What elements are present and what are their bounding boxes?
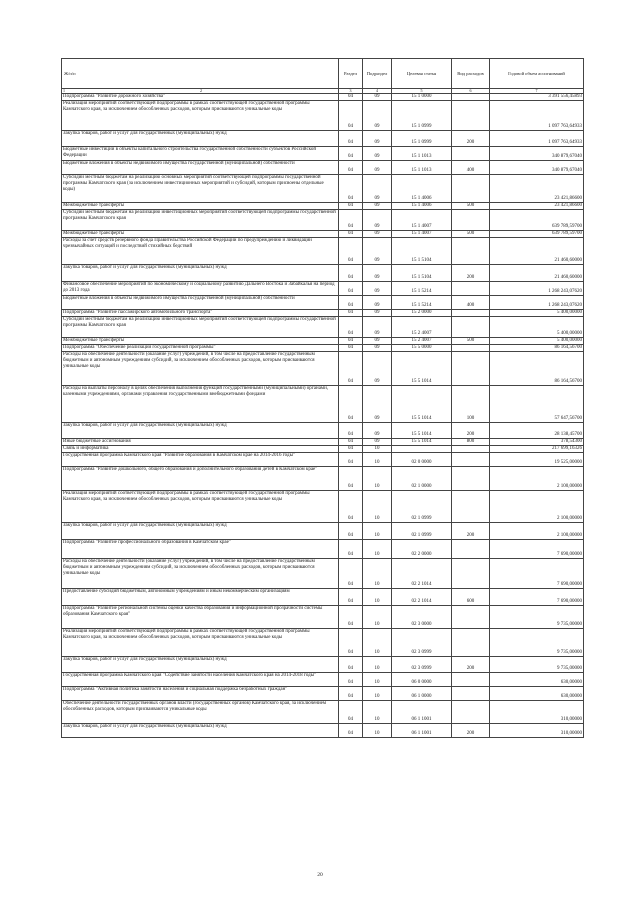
row-podrazdel: 10 (363, 673, 392, 687)
row-vid (452, 559, 490, 589)
row-amount: 57 647,56700 (490, 386, 584, 423)
row-name: Закупка товаров, работ и услуг для государственных (муниципальных) нужд (62, 657, 339, 673)
row-razdel: 04 (339, 606, 363, 629)
row-name: Субсидии местным бюджетам на реализацию инвестиционных мероприятий соответствующей подпрограммы государственной программы Камчатского края (62, 317, 339, 338)
table-row (62, 203, 584, 210)
row-amount: 5 400,00000 (490, 338, 584, 345)
row-vid (452, 540, 490, 559)
row-vid: 500 (452, 231, 490, 238)
row-name: Закупка товаров, работ и услуг для государственных (муниципальных) нужд (62, 265, 339, 282)
header-razdel: Раздел (339, 59, 363, 89)
row-name: Подпрограмма "Развитие профессионального образования в Камчатском крае" (62, 540, 339, 559)
row-name: Подпрограмма "Развитие дошкольного, общего образования и дополнительного образования детей в Камчатском крае" (62, 467, 339, 491)
row-name: Закупка товаров, работ и услуг для государственных (муниципальных) нужд (62, 523, 339, 540)
row-amount: 9 735,00000 (490, 629, 584, 657)
row-razdel: 04 (339, 453, 363, 467)
row-vid (452, 446, 490, 453)
row-vid (452, 310, 490, 317)
row-razdel: 04 (339, 523, 363, 540)
row-vid (452, 673, 490, 687)
row-amount: 1 268 243,07620 (490, 296, 584, 310)
column-number-6: 6 (452, 89, 490, 94)
table-row (62, 175, 584, 203)
row-vid: 200 (452, 423, 490, 439)
row-vid (452, 175, 490, 203)
table-row (62, 352, 584, 386)
row-vid (452, 345, 490, 352)
row-statya: 02 3 0999 (392, 657, 452, 673)
page-number: 20 (317, 872, 323, 878)
row-vid: 400 (452, 161, 490, 175)
row-vid: 400 (452, 296, 490, 310)
row-podrazdel: 10 (363, 589, 392, 606)
row-podrazdel: 09 (363, 265, 392, 282)
row-razdel: 04 (339, 386, 363, 423)
row-amount: 23 421,86600 (490, 203, 584, 210)
row-podrazdel: 09 (363, 282, 392, 296)
row-razdel: 04 (339, 175, 363, 203)
row-amount: 1 268 243,07620 (490, 282, 584, 296)
row-razdel: 04 (339, 540, 363, 559)
row-razdel: 04 (339, 701, 363, 724)
row-podrazdel: 09 (363, 310, 392, 317)
row-name: Закупка товаров, работ и услуг для государственных (муниципальных) нужд (62, 724, 339, 738)
table-row (62, 231, 584, 238)
row-statya: 02 1 0000 (392, 467, 452, 491)
row-statya: 15 1 0000 (392, 94, 452, 101)
row-amount: 21 460,60000 (490, 265, 584, 282)
table-row (62, 161, 584, 175)
row-name: Реализация мероприятий соответствующей подпрограммы в рамках соответствующей государственной программы Камчатского края, за исключением обособленных расходов, которым присваиваются уникальные коды (62, 629, 339, 657)
row-statya: 02 0 0000 (392, 453, 452, 467)
row-name: Финансовое обеспечение мероприятий по экономическому и социальному развитию Дальнего Востока и Забайкалья на период до 2013 года (62, 282, 339, 296)
row-statya: 02 2 1014 (392, 559, 452, 589)
budget-table (61, 58, 584, 738)
row-statya: 15 1 5104 (392, 238, 452, 265)
row-vid: 200 (452, 657, 490, 673)
header-name: Ж/п/п (62, 59, 339, 89)
table-row (62, 386, 584, 423)
row-podrazdel: 09 (363, 386, 392, 423)
document-page (61, 58, 583, 738)
row-podrazdel: 10 (363, 606, 392, 629)
header-podrazdel: Подраздел (363, 59, 392, 89)
row-podrazdel: 09 (363, 101, 392, 131)
row-podrazdel: 09 (363, 238, 392, 265)
row-statya: 02 1 0999 (392, 491, 452, 523)
row-podrazdel: 09 (363, 175, 392, 203)
row-statya: 02 3 0999 (392, 629, 452, 657)
row-statya: 15 1 5104 (392, 265, 452, 282)
row-podrazdel: 10 (363, 559, 392, 589)
row-statya: 15 1 0999 (392, 101, 452, 131)
row-amount: 7 690,00000 (490, 540, 584, 559)
row-vid: 100 (452, 386, 490, 423)
row-razdel: 04 (339, 147, 363, 161)
table-row (62, 467, 584, 491)
row-name: Расходы за счет средств резервного фонда Правительства Российской Федерации по предупреждению и ликвидации чрезвычайных ситуаций и последствий стихийных бедствий (62, 238, 339, 265)
budget-table-body (62, 94, 584, 738)
table-row (62, 238, 584, 265)
row-name: Расходы на выплаты персоналу в целях обеспечения выполнения функций государственными (муниципальными) органами, казенными учреждениями, органами управления государственными внебюджетными фондами (62, 386, 339, 423)
row-statya: 15 2 4007 (392, 317, 452, 338)
row-razdel: 04 (339, 352, 363, 386)
row-statya: 15 1 1013 (392, 147, 452, 161)
row-razdel: 04 (339, 203, 363, 210)
row-amount: 340 879,67040 (490, 147, 584, 161)
row-vid: 600 (452, 589, 490, 606)
row-statya: 15 5 1014 (392, 439, 452, 446)
row-podrazdel: 09 (363, 231, 392, 238)
row-amount: 639 789,59700 (490, 210, 584, 231)
row-amount: 7 690,00000 (490, 589, 584, 606)
row-razdel: 04 (339, 231, 363, 238)
row-podrazdel: 10 (363, 657, 392, 673)
table-row (62, 439, 584, 446)
row-podrazdel: 09 (363, 439, 392, 446)
row-podrazdel: 09 (363, 203, 392, 210)
row-amount: 2 100,00000 (490, 491, 584, 523)
row-name: Реализация мероприятий соответствующей подпрограммы в рамках соответствующей государственной программы Камчатского края, за исключением обособленных расходов, которым присваиваются уникальные коды (62, 491, 339, 523)
row-name: Обеспечение деятельности государственных органов власти (государственных органов) Камчатского края, за исключением обособленных расходов, которым присваиваются уникальные коды (62, 701, 339, 724)
row-amount: 630,00000 (490, 673, 584, 687)
row-podrazdel: 10 (363, 724, 392, 738)
row-statya: 06 1 1001 (392, 701, 452, 724)
row-amount: 86 164,56700 (490, 345, 584, 352)
table-row (62, 453, 584, 467)
table-row (62, 147, 584, 161)
column-number-5: 5 (392, 89, 452, 94)
row-podrazdel: 09 (363, 147, 392, 161)
row-statya (392, 446, 452, 453)
row-statya: 15 1 4007 (392, 231, 452, 238)
row-statya: 15 1 5214 (392, 282, 452, 296)
row-name: Государственная программа Камчатского края "Содействие занятости населения Камчатского края на 2014-2018 годы" (62, 673, 339, 687)
table-row (62, 701, 584, 724)
header-vid: Вид расходов (452, 59, 490, 89)
table-row (62, 589, 584, 606)
row-statya: 02 2 1014 (392, 589, 452, 606)
row-podrazdel: 09 (363, 317, 392, 338)
row-name: Закупка товаров, работ и услуг для государственных (муниципальных) нужд (62, 131, 339, 147)
table-row (62, 296, 584, 310)
row-vid (452, 352, 490, 386)
row-podrazdel: 10 (363, 629, 392, 657)
row-razdel: 04 (339, 317, 363, 338)
row-podrazdel: 10 (363, 701, 392, 724)
row-razdel: 04 (339, 589, 363, 606)
row-statya: 15 1 4006 (392, 203, 452, 210)
row-vid (452, 701, 490, 724)
row-amount: 9 735,00000 (490, 657, 584, 673)
row-name: Государственная программа Камчатского края "Развитие образования в Камчатском крае на 2014-2016 годы" (62, 453, 339, 467)
row-vid: 200 (452, 265, 490, 282)
row-vid (452, 606, 490, 629)
row-razdel: 04 (339, 338, 363, 345)
row-amount: 630,00000 (490, 687, 584, 701)
row-vid: 200 (452, 523, 490, 540)
table-row (62, 724, 584, 738)
row-razdel: 04 (339, 439, 363, 446)
row-vid: 200 (452, 724, 490, 738)
row-vid (452, 94, 490, 101)
table-row (62, 317, 584, 338)
row-razdel: 04 (339, 724, 363, 738)
header-statya: Целевая статья (392, 59, 452, 89)
row-podrazdel: 09 (363, 338, 392, 345)
row-vid: 500 (452, 338, 490, 345)
row-name: Субсидии местным бюджетам на реализацию основных мероприятий соответствующей подпрограммы государственной программы Камчатского края (за исключением инвестиционных мероприятий и субсидий, которым присвоены отдельные коды) (62, 175, 339, 203)
table-row (62, 559, 584, 589)
table-row (62, 282, 584, 296)
row-razdel: 04 (339, 687, 363, 701)
row-amount: 5 400,00000 (490, 310, 584, 317)
row-amount: 378,54300 (490, 439, 584, 446)
row-podrazdel: 09 (363, 161, 392, 175)
row-razdel: 04 (339, 345, 363, 352)
row-razdel: 04 (339, 282, 363, 296)
row-vid (452, 491, 490, 523)
column-number-2: 2 (200, 88, 202, 93)
row-amount: 3 391 556,45893 (490, 94, 584, 101)
row-name: Подпрограмма "Развитие пассажирского автомобильного транспорта" (62, 310, 339, 317)
row-name: Реализация мероприятий соответствующей подпрограммы в рамках соответствующей государственной программы Камчатского края, за исключением обособленных расходов, которым присваиваются уникальные коды (62, 101, 339, 131)
row-name: Предоставление субсидий бюджетным, автономным учреждениям и иным некоммерческим организациям (62, 589, 339, 606)
row-amount: 21 460,60000 (490, 238, 584, 265)
table-row (62, 338, 584, 345)
row-name: Межбюджетные трансферты (62, 203, 339, 210)
row-razdel: 04 (339, 310, 363, 317)
row-razdel: 04 (339, 238, 363, 265)
row-razdel: 04 (339, 161, 363, 175)
row-vid (452, 467, 490, 491)
row-razdel: 04 (339, 296, 363, 310)
row-vid (452, 147, 490, 161)
table-row (62, 310, 584, 317)
row-name: Межбюджетные трансферты (62, 231, 339, 238)
table-row (62, 423, 584, 439)
row-razdel: 04 (339, 446, 363, 453)
row-statya: 15 1 1013 (392, 161, 452, 175)
row-statya: 15 5 1014 (392, 386, 452, 423)
row-statya: 15 5 1014 (392, 423, 452, 439)
row-podrazdel: 10 (363, 446, 392, 453)
row-amount: 1 097 763,64933 (490, 101, 584, 131)
row-name: Подпрограмма "Обеспечение реализации государственной программы" (62, 345, 339, 352)
row-razdel: 04 (339, 657, 363, 673)
row-razdel: 04 (339, 559, 363, 589)
row-vid: 800 (452, 439, 490, 446)
row-statya: 06 1 1001 (392, 724, 452, 738)
row-razdel: 04 (339, 467, 363, 491)
row-podrazdel: 10 (363, 491, 392, 523)
row-name: Бюджетные вложения в объекты недвижимого имущества государственной (муниципальной) собственности (62, 296, 339, 310)
row-podrazdel: 09 (363, 423, 392, 439)
column-number-7: 7 (490, 89, 584, 94)
row-statya: 15 5 1014 (392, 352, 452, 386)
row-podrazdel: 09 (363, 210, 392, 231)
table-row (62, 446, 584, 453)
row-podrazdel: 09 (363, 352, 392, 386)
row-vid: 500 (452, 203, 490, 210)
row-podrazdel: 10 (363, 687, 392, 701)
row-razdel: 04 (339, 131, 363, 147)
row-podrazdel: 10 (363, 523, 392, 540)
row-statya: 06 1 0000 (392, 687, 452, 701)
row-vid (452, 687, 490, 701)
row-amount: 217 699,16326 (490, 446, 584, 453)
row-name: Расходы на обеспечение деятельности (оказание услуг) учреждений, в том числе на предоставление государственным бюджетным и автономным учреждениям субсидий, за исключением обособленных расходов, которым присваиваются уникальные коды (62, 352, 339, 386)
row-amount: 19 525,00000 (490, 453, 584, 467)
row-amount: 310,00000 (490, 724, 584, 738)
column-number-1: 1 (63, 88, 65, 93)
row-vid (452, 210, 490, 231)
row-statya: 15 2 4007 (392, 338, 452, 345)
row-razdel: 04 (339, 210, 363, 231)
row-amount: 9 735,00000 (490, 606, 584, 629)
row-statya: 02 1 0999 (392, 523, 452, 540)
row-podrazdel: 09 (363, 131, 392, 147)
row-name: Межбюджетные трансферты (62, 338, 339, 345)
row-amount: 7 690,00000 (490, 559, 584, 589)
table-row (62, 345, 584, 352)
row-statya: 15 1 4007 (392, 210, 452, 231)
table-row (62, 687, 584, 701)
table-row (62, 657, 584, 673)
row-name: Бюджетные инвестиции в объекты капитального строительства государственной собственности субъектов Российской Федерации (62, 147, 339, 161)
row-razdel: 04 (339, 94, 363, 101)
row-razdel: 04 (339, 101, 363, 131)
row-name: Подпрограмма "Развитие дорожного хозяйства" (62, 94, 339, 101)
row-name: Иные бюджетные ассигнования (62, 439, 339, 446)
row-name: Субсидии местным бюджетам на реализацию инвестиционных мероприятий соответствующей подпрограммы государственной программы Камчатского края (62, 210, 339, 231)
header-amount: Годовой объем ассигнований (490, 59, 584, 89)
column-number-3: 3 (339, 89, 363, 94)
row-razdel: 04 (339, 673, 363, 687)
row-podrazdel: 09 (363, 296, 392, 310)
row-razdel: 04 (339, 265, 363, 282)
row-amount: 1 097 763,64933 (490, 131, 584, 147)
row-amount: 340 879,67040 (490, 161, 584, 175)
row-statya: 15 5 0000 (392, 345, 452, 352)
table-row (62, 540, 584, 559)
row-vid (452, 238, 490, 265)
row-amount: 28 138,45700 (490, 423, 584, 439)
row-amount: 86 164,56700 (490, 352, 584, 386)
row-podrazdel: 10 (363, 467, 392, 491)
row-vid (452, 101, 490, 131)
row-podrazdel: 10 (363, 453, 392, 467)
row-vid (452, 453, 490, 467)
row-statya: 15 1 4006 (392, 175, 452, 203)
row-amount: 2 100,00000 (490, 467, 584, 491)
row-name: Бюджетные вложения в объекты недвижимого имущества государственной (муниципальной) собственности (62, 161, 339, 175)
row-statya: 02 3 0000 (392, 606, 452, 629)
table-row (62, 210, 584, 231)
header-row (62, 59, 584, 89)
table-row (62, 629, 584, 657)
table-row (62, 491, 584, 523)
row-name: Связь и информатика (62, 446, 339, 453)
row-name: Подпрограмма "Активная политика занятости населения и социальная поддержка безработных граждан" (62, 687, 339, 701)
column-number-4: 4 (363, 89, 392, 94)
row-razdel: 04 (339, 491, 363, 523)
row-podrazdel: 09 (363, 94, 392, 101)
row-name: Расходы на обеспечение деятельности (оказание услуг) учреждений, в том числе на предоставление государственным бюджетным и автономным учреждениям субсидий, за исключением обособленных расходов, которым присваиваются уникальные коды (62, 559, 339, 589)
row-amount: 310,00000 (490, 701, 584, 724)
table-row (62, 673, 584, 687)
row-statya: 15 1 0999 (392, 131, 452, 147)
row-name: Подпрограмма "Развитие региональной системы оценки качества образования и информационной прозрачности системы образования Камчатского края" (62, 606, 339, 629)
row-amount: 23 421,86600 (490, 175, 584, 203)
table-row (62, 523, 584, 540)
table-row (62, 94, 584, 101)
row-razdel: 04 (339, 629, 363, 657)
row-podrazdel: 09 (363, 345, 392, 352)
table-row (62, 606, 584, 629)
row-amount: 639 789,59700 (490, 231, 584, 238)
row-podrazdel: 10 (363, 540, 392, 559)
row-amount: 5 400,00000 (490, 317, 584, 338)
row-razdel: 04 (339, 423, 363, 439)
row-vid (452, 629, 490, 657)
row-statya: 15 1 5214 (392, 296, 452, 310)
row-vid (452, 282, 490, 296)
row-statya: 06 0 0000 (392, 673, 452, 687)
row-vid (452, 317, 490, 338)
table-row (62, 101, 584, 131)
table-row (62, 265, 584, 282)
table-row (62, 131, 584, 147)
row-amount: 2 100,00000 (490, 523, 584, 540)
row-name: Закупка товаров, работ и услуг для государственных (муниципальных) нужд (62, 423, 339, 439)
row-statya: 02 2 0000 (392, 540, 452, 559)
row-statya: 15 2 0000 (392, 310, 452, 317)
row-vid: 200 (452, 131, 490, 147)
